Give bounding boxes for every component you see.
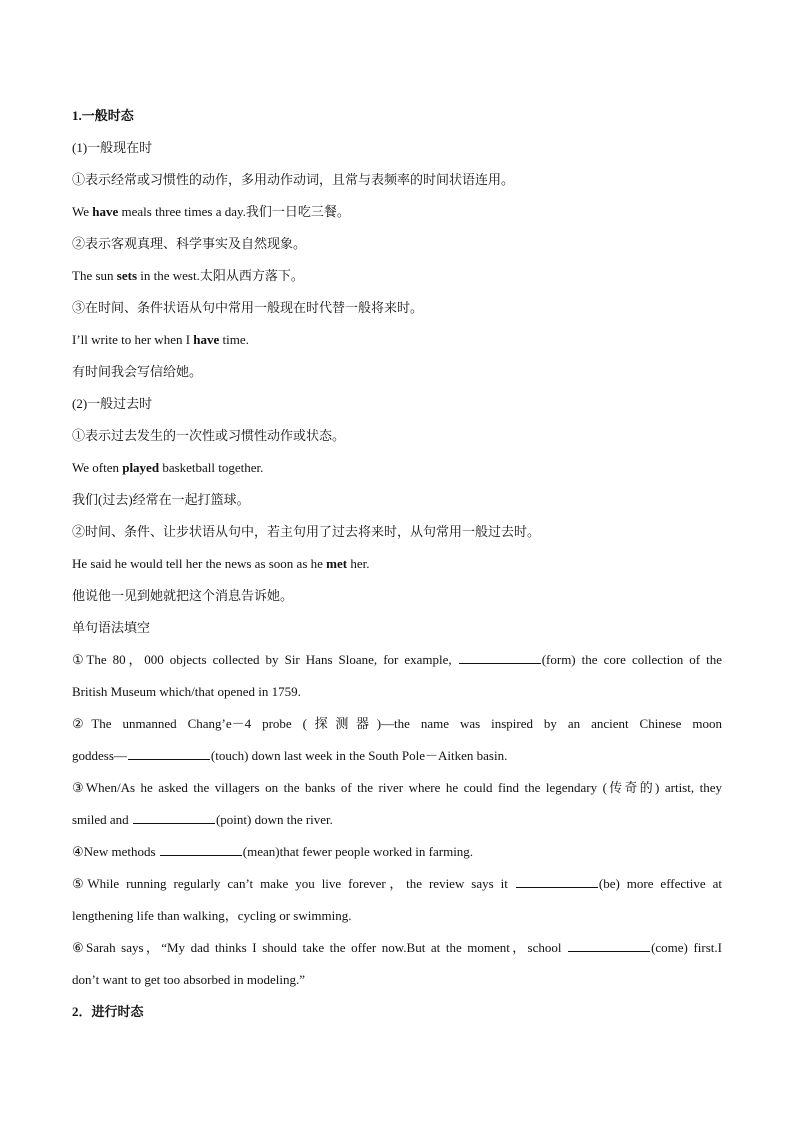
exercise-line: British Museum which/that opened in 1759.	[72, 684, 301, 699]
section-heading: 2．进行时态	[72, 1004, 144, 1019]
exercise-line: lengthening life than walking，cycling or swimming.	[72, 908, 352, 923]
section-heading: 1.一般时态	[72, 108, 134, 123]
answer-blank[interactable]	[133, 811, 215, 824]
answer-blank[interactable]	[568, 939, 650, 952]
subsection-title: (2)一般过去时	[72, 396, 153, 411]
exercise-line: smiled and (point) down the river.	[72, 812, 333, 827]
example-sentence: We have meals three times a day.我们一日吃三餐。	[72, 204, 350, 219]
rule-text: ①表示过去发生的一次性或习惯性动作或状态。	[72, 428, 346, 443]
exercise-line: ③When/As he asked the villagers on the banks of the river where he could find the legendary (传奇的) artist, they	[72, 780, 722, 795]
answer-blank[interactable]	[459, 651, 541, 664]
example-sentence: He said he would tell her the news as soon as he met her.	[72, 556, 370, 571]
exercise-line: ⑥Sarah says，“My dad thinks I should take the offer now.But at the moment，school (come) first.I	[72, 940, 722, 955]
exercise-line: ①The 80，000 objects collected by Sir Hans Sloane, for example, (form) the core collection of the	[72, 652, 722, 667]
example-sentence: We often played basketball together.	[72, 460, 264, 475]
document-page	[72, 100, 722, 1028]
exercise-line: ④New methods (mean)that fewer people worked in farming.	[72, 844, 474, 859]
exercise-line: goddess— (touch) down last week in the South Pole－Aitken basin.	[72, 748, 508, 763]
exercise-line: ②The unmanned Chang’e－4 probe (探测器)—the name was inspired by an ancient Chinese moon	[72, 716, 722, 731]
subsection-title: 单句语法填空	[72, 620, 151, 635]
exercise-line: ⑤While running regularly can’t make you live forever，the review says it (be) more effective at	[72, 876, 722, 891]
translation-text: 我们(过去)经常在一起打篮球。	[72, 492, 250, 507]
rule-text: ②表示客观真理、科学事实及自然现象。	[72, 236, 307, 251]
answer-blank[interactable]	[516, 875, 598, 888]
answer-blank[interactable]	[160, 843, 242, 856]
subsection-title: (1)一般现在时	[72, 140, 153, 155]
rule-text: ①表示经常或习惯性的动作，多用动作动词，且常与表频率的时间状语连用。	[72, 172, 515, 187]
translation-text: 他说他一见到她就把这个消息告诉她。	[72, 588, 294, 603]
rule-text: ②时间、条件、让步状语从句中，若主句用了过去将来时，从句常用一般过去时。	[72, 524, 541, 539]
example-sentence: I’ll write to her when I have time.	[72, 332, 249, 347]
example-sentence: The sun sets in the west.太阳从西方落下。	[72, 268, 304, 283]
translation-text: 有时间我会写信给她。	[72, 364, 203, 379]
exercise-line: don’t want to get too absorbed in modeling.”	[72, 972, 305, 987]
rule-text: ③在时间、条件状语从句中常用一般现在时代替一般将来时。	[72, 300, 424, 315]
answer-blank[interactable]	[128, 747, 210, 760]
